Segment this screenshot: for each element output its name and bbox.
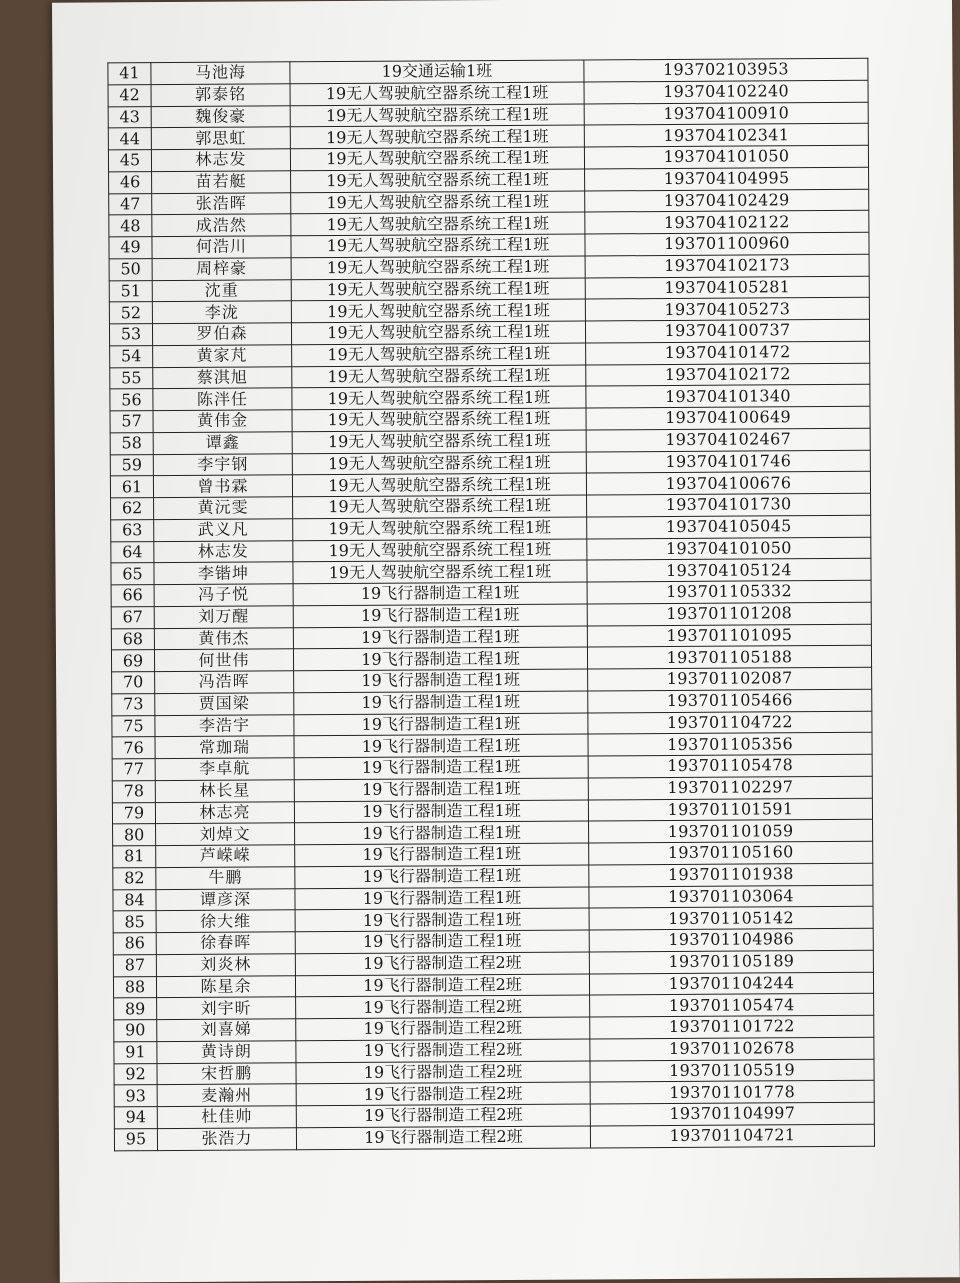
student-id-cell: 193701105466 — [588, 689, 872, 712]
student-name-cell: 刘喜娣 — [157, 1019, 296, 1042]
student-id-cell: 193701105478 — [588, 754, 872, 777]
class-name-cell: 19无人驾驶航空器系统工程1班 — [292, 451, 586, 475]
row-number-cell: 92 — [114, 1063, 157, 1085]
row-number-cell: 49 — [109, 237, 152, 259]
row-number-cell: 89 — [114, 998, 157, 1020]
student-id-cell: 193701102678 — [590, 1037, 874, 1060]
student-id-cell: 193701105189 — [589, 950, 873, 973]
row-number-cell: 95 — [114, 1128, 157, 1150]
row-number-cell: 45 — [108, 150, 151, 172]
row-number-cell: 75 — [112, 715, 155, 737]
roster-body — [108, 58, 875, 1150]
student-name-cell: 林长星 — [155, 780, 294, 803]
row-number-cell: 53 — [109, 324, 152, 346]
student-name-cell: 谭彦深 — [156, 888, 295, 911]
row-number-cell: 77 — [112, 759, 155, 781]
student-id-cell: 193704105124 — [587, 559, 871, 582]
student-id-cell: 193704104995 — [585, 167, 869, 190]
row-number-cell: 93 — [114, 1085, 157, 1107]
student-name-cell: 周梓豪 — [152, 258, 291, 281]
student-id-cell: 193704101340 — [586, 385, 870, 408]
row-number-cell: 41 — [108, 63, 151, 85]
student-id-cell: 193704100649 — [586, 406, 870, 429]
student-name-cell: 冯浩晖 — [155, 671, 294, 694]
student-id-cell: 193701103064 — [589, 885, 873, 908]
student-id-cell: 193701101059 — [589, 820, 873, 843]
class-name-cell: 19飞行器制造工程2班 — [295, 973, 589, 997]
student-id-cell: 193701104722 — [588, 711, 872, 734]
student-id-cell: 193702103953 — [584, 58, 868, 81]
student-id-cell: 193704105273 — [585, 298, 869, 321]
row-number-cell: 66 — [111, 585, 154, 607]
class-name-cell: 19飞行器制造工程1班 — [294, 712, 588, 736]
class-name-cell: 19飞行器制造工程1班 — [295, 865, 589, 889]
student-name-cell: 黄伟金 — [153, 410, 292, 433]
class-name-cell: 19无人驾驶航空器系统工程1班 — [293, 560, 587, 584]
row-number-cell: 48 — [109, 215, 152, 237]
table-row — [114, 1124, 874, 1150]
student-name-cell: 沈重 — [152, 279, 291, 302]
student-id-cell: 193704101050 — [584, 145, 868, 168]
class-name-cell: 19无人驾驶航空器系统工程1班 — [291, 169, 585, 193]
student-name-cell: 郭思虹 — [151, 127, 290, 150]
student-id-cell: 193701104244 — [589, 972, 873, 995]
row-number-cell: 63 — [111, 519, 154, 541]
class-name-cell: 19飞行器制造工程1班 — [295, 908, 589, 932]
student-id-cell: 193701105474 — [590, 993, 874, 1016]
student-name-cell: 冯子悦 — [154, 584, 293, 607]
student-id-cell: 193704102429 — [585, 189, 869, 212]
paper-sheet — [52, 0, 960, 1283]
class-name-cell: 19飞行器制造工程2班 — [296, 1060, 590, 1084]
row-number-cell: 82 — [113, 867, 156, 889]
student-name-cell: 成浩然 — [152, 214, 291, 237]
row-number-cell: 84 — [113, 889, 156, 911]
row-number-cell: 57 — [110, 411, 153, 433]
student-id-cell: 193701104721 — [590, 1124, 874, 1147]
student-id-cell: 193704101746 — [586, 450, 870, 473]
student-name-cell: 魏俊豪 — [151, 105, 290, 128]
student-id-cell: 193701102297 — [588, 776, 872, 799]
class-name-cell: 19无人驾驶航空器系统工程1班 — [293, 538, 587, 562]
student-id-cell: 193704102341 — [584, 124, 868, 147]
student-name-cell: 刘焯文 — [156, 823, 295, 846]
student-id-cell: 193704102172 — [586, 363, 870, 386]
class-name-cell: 19无人驾驶航空器系统工程1班 — [292, 473, 586, 497]
student-name-cell: 徐春晖 — [156, 932, 295, 955]
row-number-cell: 54 — [110, 345, 153, 367]
student-id-cell: 193701105142 — [589, 907, 873, 930]
student-name-cell: 武义凡 — [154, 519, 293, 542]
student-name-cell: 何浩川 — [152, 236, 291, 259]
row-number-cell: 59 — [110, 454, 153, 476]
class-name-cell: 19飞行器制造工程1班 — [294, 799, 588, 823]
student-name-cell: 徐大维 — [156, 910, 295, 933]
class-name-cell: 19飞行器制造工程1班 — [294, 756, 588, 780]
student-name-cell: 林志亮 — [155, 801, 294, 824]
student-id-cell: 193704105045 — [587, 515, 871, 538]
row-number-cell: 62 — [111, 498, 154, 520]
student-name-cell: 何世伟 — [154, 649, 293, 672]
row-number-cell: 70 — [112, 672, 155, 694]
student-id-cell: 193704101050 — [587, 537, 871, 560]
class-name-cell: 19无人驾驶航空器系统工程1班 — [290, 104, 584, 128]
class-name-cell: 19无人驾驶航空器系统工程1班 — [292, 364, 586, 388]
student-id-cell: 193704100737 — [585, 319, 869, 342]
row-number-cell: 69 — [111, 650, 154, 672]
class-name-cell: 19飞行器制造工程1班 — [295, 821, 589, 845]
row-number-cell: 47 — [109, 193, 152, 215]
student-id-cell: 193701101938 — [589, 863, 873, 886]
class-name-cell: 19飞行器制造工程2班 — [296, 1082, 590, 1106]
student-name-cell: 黄诗朗 — [157, 1041, 296, 1064]
class-name-cell: 19飞行器制造工程1班 — [294, 778, 588, 802]
row-number-cell: 79 — [112, 802, 155, 824]
student-name-cell: 李卓航 — [155, 758, 294, 781]
student-name-cell: 陈星余 — [156, 975, 295, 998]
row-number-cell: 86 — [113, 933, 156, 955]
student-name-cell: 曾书霖 — [153, 475, 292, 498]
class-name-cell: 19无人驾驶航空器系统工程1班 — [291, 256, 585, 280]
student-name-cell: 蔡淇旭 — [153, 366, 292, 389]
student-id-cell: 193704102122 — [585, 211, 869, 234]
student-id-cell: 193704102240 — [584, 80, 868, 103]
student-name-cell: 黄沅雯 — [154, 497, 293, 520]
class-name-cell: 19飞行器制造工程1班 — [293, 647, 587, 671]
class-name-cell: 19飞行器制造工程1班 — [294, 691, 588, 715]
student-name-cell: 刘万醒 — [154, 606, 293, 629]
student-name-cell: 刘炎林 — [156, 954, 295, 977]
row-number-cell: 67 — [111, 606, 154, 628]
student-id-cell: 193701101722 — [590, 1015, 874, 1038]
student-id-cell: 193701101778 — [590, 1080, 874, 1103]
row-number-cell: 64 — [111, 541, 154, 563]
student-name-cell: 李锴坤 — [154, 562, 293, 585]
class-name-cell: 19无人驾驶航空器系统工程1班 — [293, 495, 587, 519]
student-name-cell: 张浩晖 — [152, 192, 291, 215]
class-name-cell: 19无人驾驶航空器系统工程1班 — [291, 299, 585, 323]
class-name-cell: 19无人驾驶航空器系统工程1班 — [290, 82, 584, 106]
row-number-cell: 85 — [113, 911, 156, 933]
class-name-cell: 19无人驾驶航空器系统工程1班 — [291, 212, 585, 236]
student-name-cell: 林志发 — [151, 149, 290, 172]
student-id-cell: 193701101095 — [587, 624, 871, 647]
student-id-cell: 193701105160 — [589, 841, 873, 864]
student-id-cell: 193701101208 — [587, 602, 871, 625]
student-name-cell: 林志发 — [154, 540, 293, 563]
class-name-cell: 19无人驾驶航空器系统工程1班 — [292, 386, 586, 410]
student-name-cell: 郭泰铭 — [151, 84, 290, 107]
row-number-cell: 50 — [109, 258, 152, 280]
student-name-cell: 苗若艇 — [152, 171, 291, 194]
class-name-cell: 19飞行器制造工程2班 — [296, 1126, 590, 1150]
student-id-cell: 193704100910 — [584, 102, 868, 125]
row-number-cell: 91 — [114, 1041, 157, 1063]
class-name-cell: 19飞行器制造工程1班 — [295, 930, 589, 954]
row-number-cell: 78 — [112, 780, 155, 802]
class-name-cell: 19飞行器制造工程1班 — [295, 843, 589, 867]
student-name-cell: 黄伟杰 — [154, 627, 293, 650]
class-name-cell: 19无人驾驶航空器系统工程1班 — [292, 430, 586, 454]
student-name-cell: 芦嵘嵘 — [156, 845, 295, 868]
row-number-cell: 65 — [111, 563, 154, 585]
class-name-cell: 19飞行器制造工程2班 — [296, 1039, 590, 1063]
student-id-cell: 193704102173 — [585, 254, 869, 277]
row-number-cell: 42 — [108, 84, 151, 106]
student-id-cell: 193701105356 — [588, 733, 872, 756]
class-name-cell: 19无人驾驶航空器系统工程1班 — [291, 321, 585, 345]
student-id-cell: 193701105519 — [590, 1059, 874, 1082]
row-number-cell: 80 — [113, 824, 156, 846]
row-number-cell: 87 — [113, 954, 156, 976]
row-number-cell: 43 — [108, 106, 151, 128]
class-name-cell: 19无人驾驶航空器系统工程1班 — [292, 343, 586, 367]
student-id-cell: 193704102467 — [586, 428, 870, 451]
student-name-cell: 贾国梁 — [155, 693, 294, 716]
row-number-cell: 61 — [110, 476, 153, 498]
row-number-cell: 46 — [109, 171, 152, 193]
student-id-cell: 193701100960 — [585, 232, 869, 255]
class-name-cell: 19无人驾驶航空器系统工程1班 — [290, 125, 584, 149]
class-name-cell: 19无人驾驶航空器系统工程1班 — [290, 147, 584, 171]
row-number-cell: 68 — [111, 628, 154, 650]
class-name-cell: 19飞行器制造工程2班 — [296, 995, 590, 1019]
student-id-cell: 193704101472 — [586, 341, 870, 364]
row-number-cell: 73 — [112, 693, 155, 715]
student-name-cell: 常珈瑞 — [155, 736, 294, 759]
student-name-cell: 杜佳帅 — [157, 1106, 296, 1129]
row-number-cell: 55 — [110, 367, 153, 389]
student-id-cell: 193704105281 — [585, 276, 869, 299]
class-name-cell: 19飞行器制造工程1班 — [293, 604, 587, 628]
row-number-cell: 56 — [110, 389, 153, 411]
student-name-cell: 李泷 — [152, 301, 291, 324]
student-id-cell: 193704101730 — [587, 493, 871, 516]
student-name-cell: 宋哲鹏 — [157, 1062, 296, 1085]
class-name-cell: 19飞行器制造工程2班 — [296, 1104, 590, 1128]
student-id-cell: 193701101591 — [588, 798, 872, 821]
class-name-cell: 19飞行器制造工程1班 — [294, 734, 588, 758]
student-name-cell: 黄家芃 — [153, 345, 292, 368]
row-number-cell: 90 — [114, 1020, 157, 1042]
student-id-cell: 193704100676 — [586, 472, 870, 495]
student-name-cell: 张浩力 — [157, 1128, 296, 1151]
class-name-cell: 19无人驾驶航空器系统工程1班 — [291, 277, 585, 301]
class-name-cell: 19飞行器制造工程1班 — [295, 886, 589, 910]
row-number-cell: 88 — [113, 976, 156, 998]
student-id-cell: 193701104986 — [589, 928, 873, 951]
student-name-cell: 李宇钢 — [153, 453, 292, 476]
row-number-cell: 81 — [113, 846, 156, 868]
student-id-cell: 193701105332 — [587, 580, 871, 603]
student-name-cell: 谭鑫 — [153, 432, 292, 455]
class-name-cell: 19飞行器制造工程1班 — [293, 625, 587, 649]
row-number-cell: 52 — [109, 302, 152, 324]
row-number-cell: 51 — [109, 280, 152, 302]
student-id-cell: 193701104997 — [590, 1102, 874, 1125]
student-name-cell: 牛鹏 — [156, 867, 295, 890]
student-name-cell: 罗伯森 — [152, 323, 291, 346]
student-id-cell: 193701102087 — [588, 667, 872, 690]
class-name-cell: 19交通运输1班 — [290, 60, 584, 84]
student-roster-table — [107, 58, 875, 1151]
student-name-cell: 李浩宇 — [155, 714, 294, 737]
class-name-cell: 19无人驾驶航空器系统工程1班 — [292, 408, 586, 432]
class-name-cell: 19无人驾驶航空器系统工程1班 — [291, 190, 585, 214]
class-name-cell: 19飞行器制造工程1班 — [294, 669, 588, 693]
student-name-cell: 麦瀚州 — [157, 1084, 296, 1107]
row-number-cell: 44 — [108, 128, 151, 150]
student-name-cell: 刘宇昕 — [157, 997, 296, 1020]
row-number-cell: 58 — [110, 432, 153, 454]
student-id-cell: 193701105188 — [587, 646, 871, 669]
class-name-cell: 19飞行器制造工程2班 — [296, 1017, 590, 1041]
class-name-cell: 19无人驾驶航空器系统工程1班 — [291, 234, 585, 258]
class-name-cell: 19飞行器制造工程1班 — [293, 582, 587, 606]
row-number-cell: 76 — [112, 737, 155, 759]
student-name-cell: 马池海 — [151, 62, 290, 85]
class-name-cell: 19无人驾驶航空器系统工程1班 — [293, 517, 587, 541]
row-number-cell: 94 — [114, 1107, 157, 1129]
student-name-cell: 陈泮任 — [153, 388, 292, 411]
class-name-cell: 19飞行器制造工程2班 — [295, 952, 589, 976]
